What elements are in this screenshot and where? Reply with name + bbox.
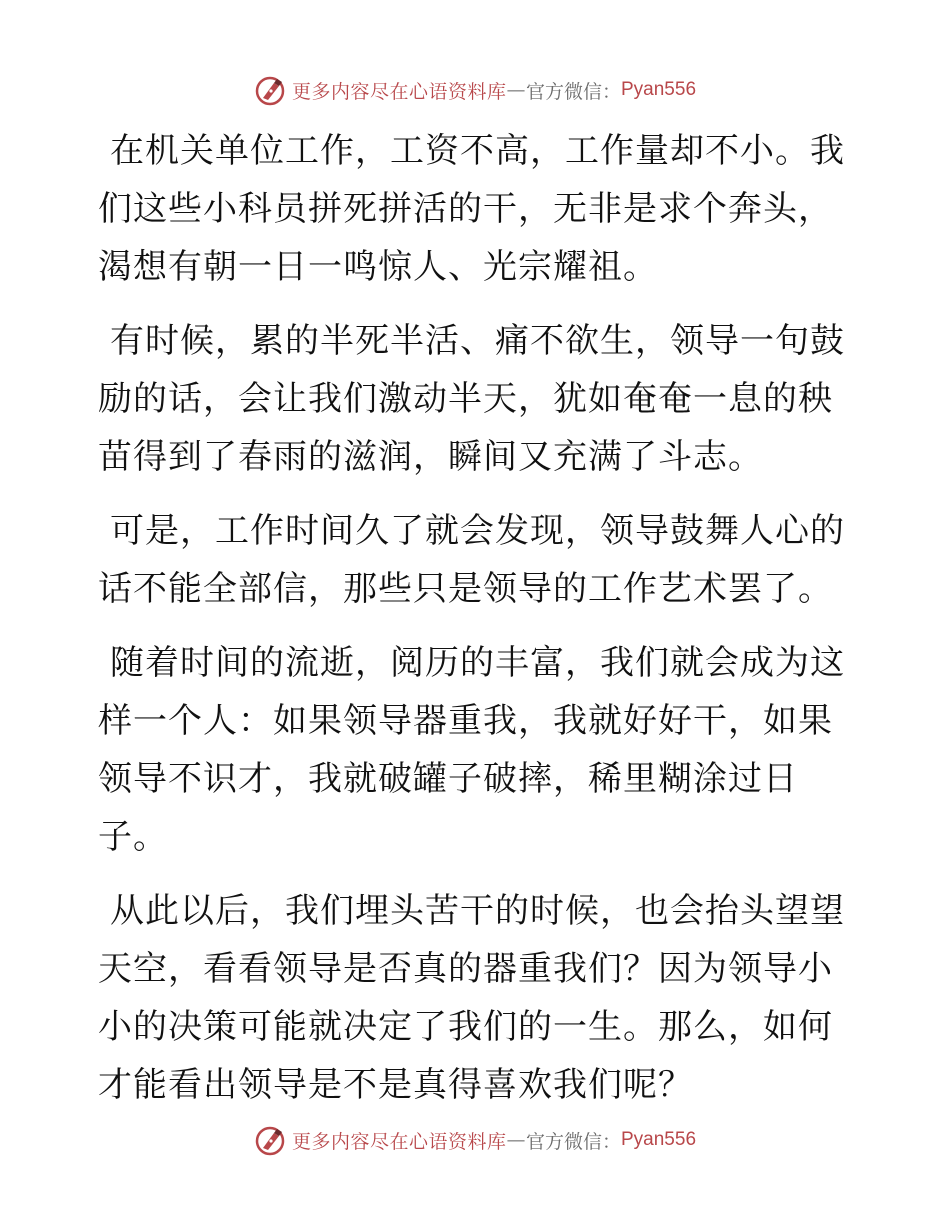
paragraph-5: 从此以后，我们埋头苦干的时候，也会抬头望望天空，看看领导是否真的器重我们？因为领导小小的决策可能就决定了我们的一生。那么，如何才能看出领导是不是真得喜欢我们呢？ xyxy=(98,891,845,1105)
pen-nib-logo-icon xyxy=(254,74,286,106)
paragraph-4: 随着时间的流逝，阅历的丰富，我们就会成为这样一个人：如果领导器重我，我就好好干，如果领导不识才，我就破罐子破摔，稀里糊涂过日子。 xyxy=(98,643,845,857)
footer-banner xyxy=(0,1120,950,1160)
banner-title: 更多内容尽在心语资料库 xyxy=(291,1130,507,1153)
paragraph-2: 有时候，累的半死半活、痛不欲生，领导一句鼓励的话，会让我们激动半天，犹如奄奄一息的秧苗得到了春雨的滋润，瞬间又充满了斗志。 xyxy=(98,321,845,477)
banner-wechat-label: 官方微信： xyxy=(525,1130,621,1153)
article-body xyxy=(98,122,858,1130)
banner-title: 更多内容尽在心语资料库 xyxy=(291,80,507,103)
paragraph-3: 可是，工作时间久了就会发现，领导鼓舞人心的话不能全部信，那些只是领导的工作艺术罢了。 xyxy=(98,511,845,609)
header-banner xyxy=(0,70,950,110)
banner-wechat-label: 官方微信： xyxy=(525,80,621,103)
pen-nib-logo-icon xyxy=(254,1124,286,1156)
paragraph-1: 在机关单位工作，工资不高，工作量却不小。我们这些小科员拼死拼活的干，无非是求个奔头，渴想有朝一日一鸣惊人、光宗耀祖。 xyxy=(98,131,845,287)
banner-separator: — xyxy=(506,79,526,101)
banner-wechat-id: Pyan556 xyxy=(621,79,697,100)
banner-wechat-id: Pyan556 xyxy=(621,1129,697,1150)
banner-separator: — xyxy=(506,1129,526,1151)
